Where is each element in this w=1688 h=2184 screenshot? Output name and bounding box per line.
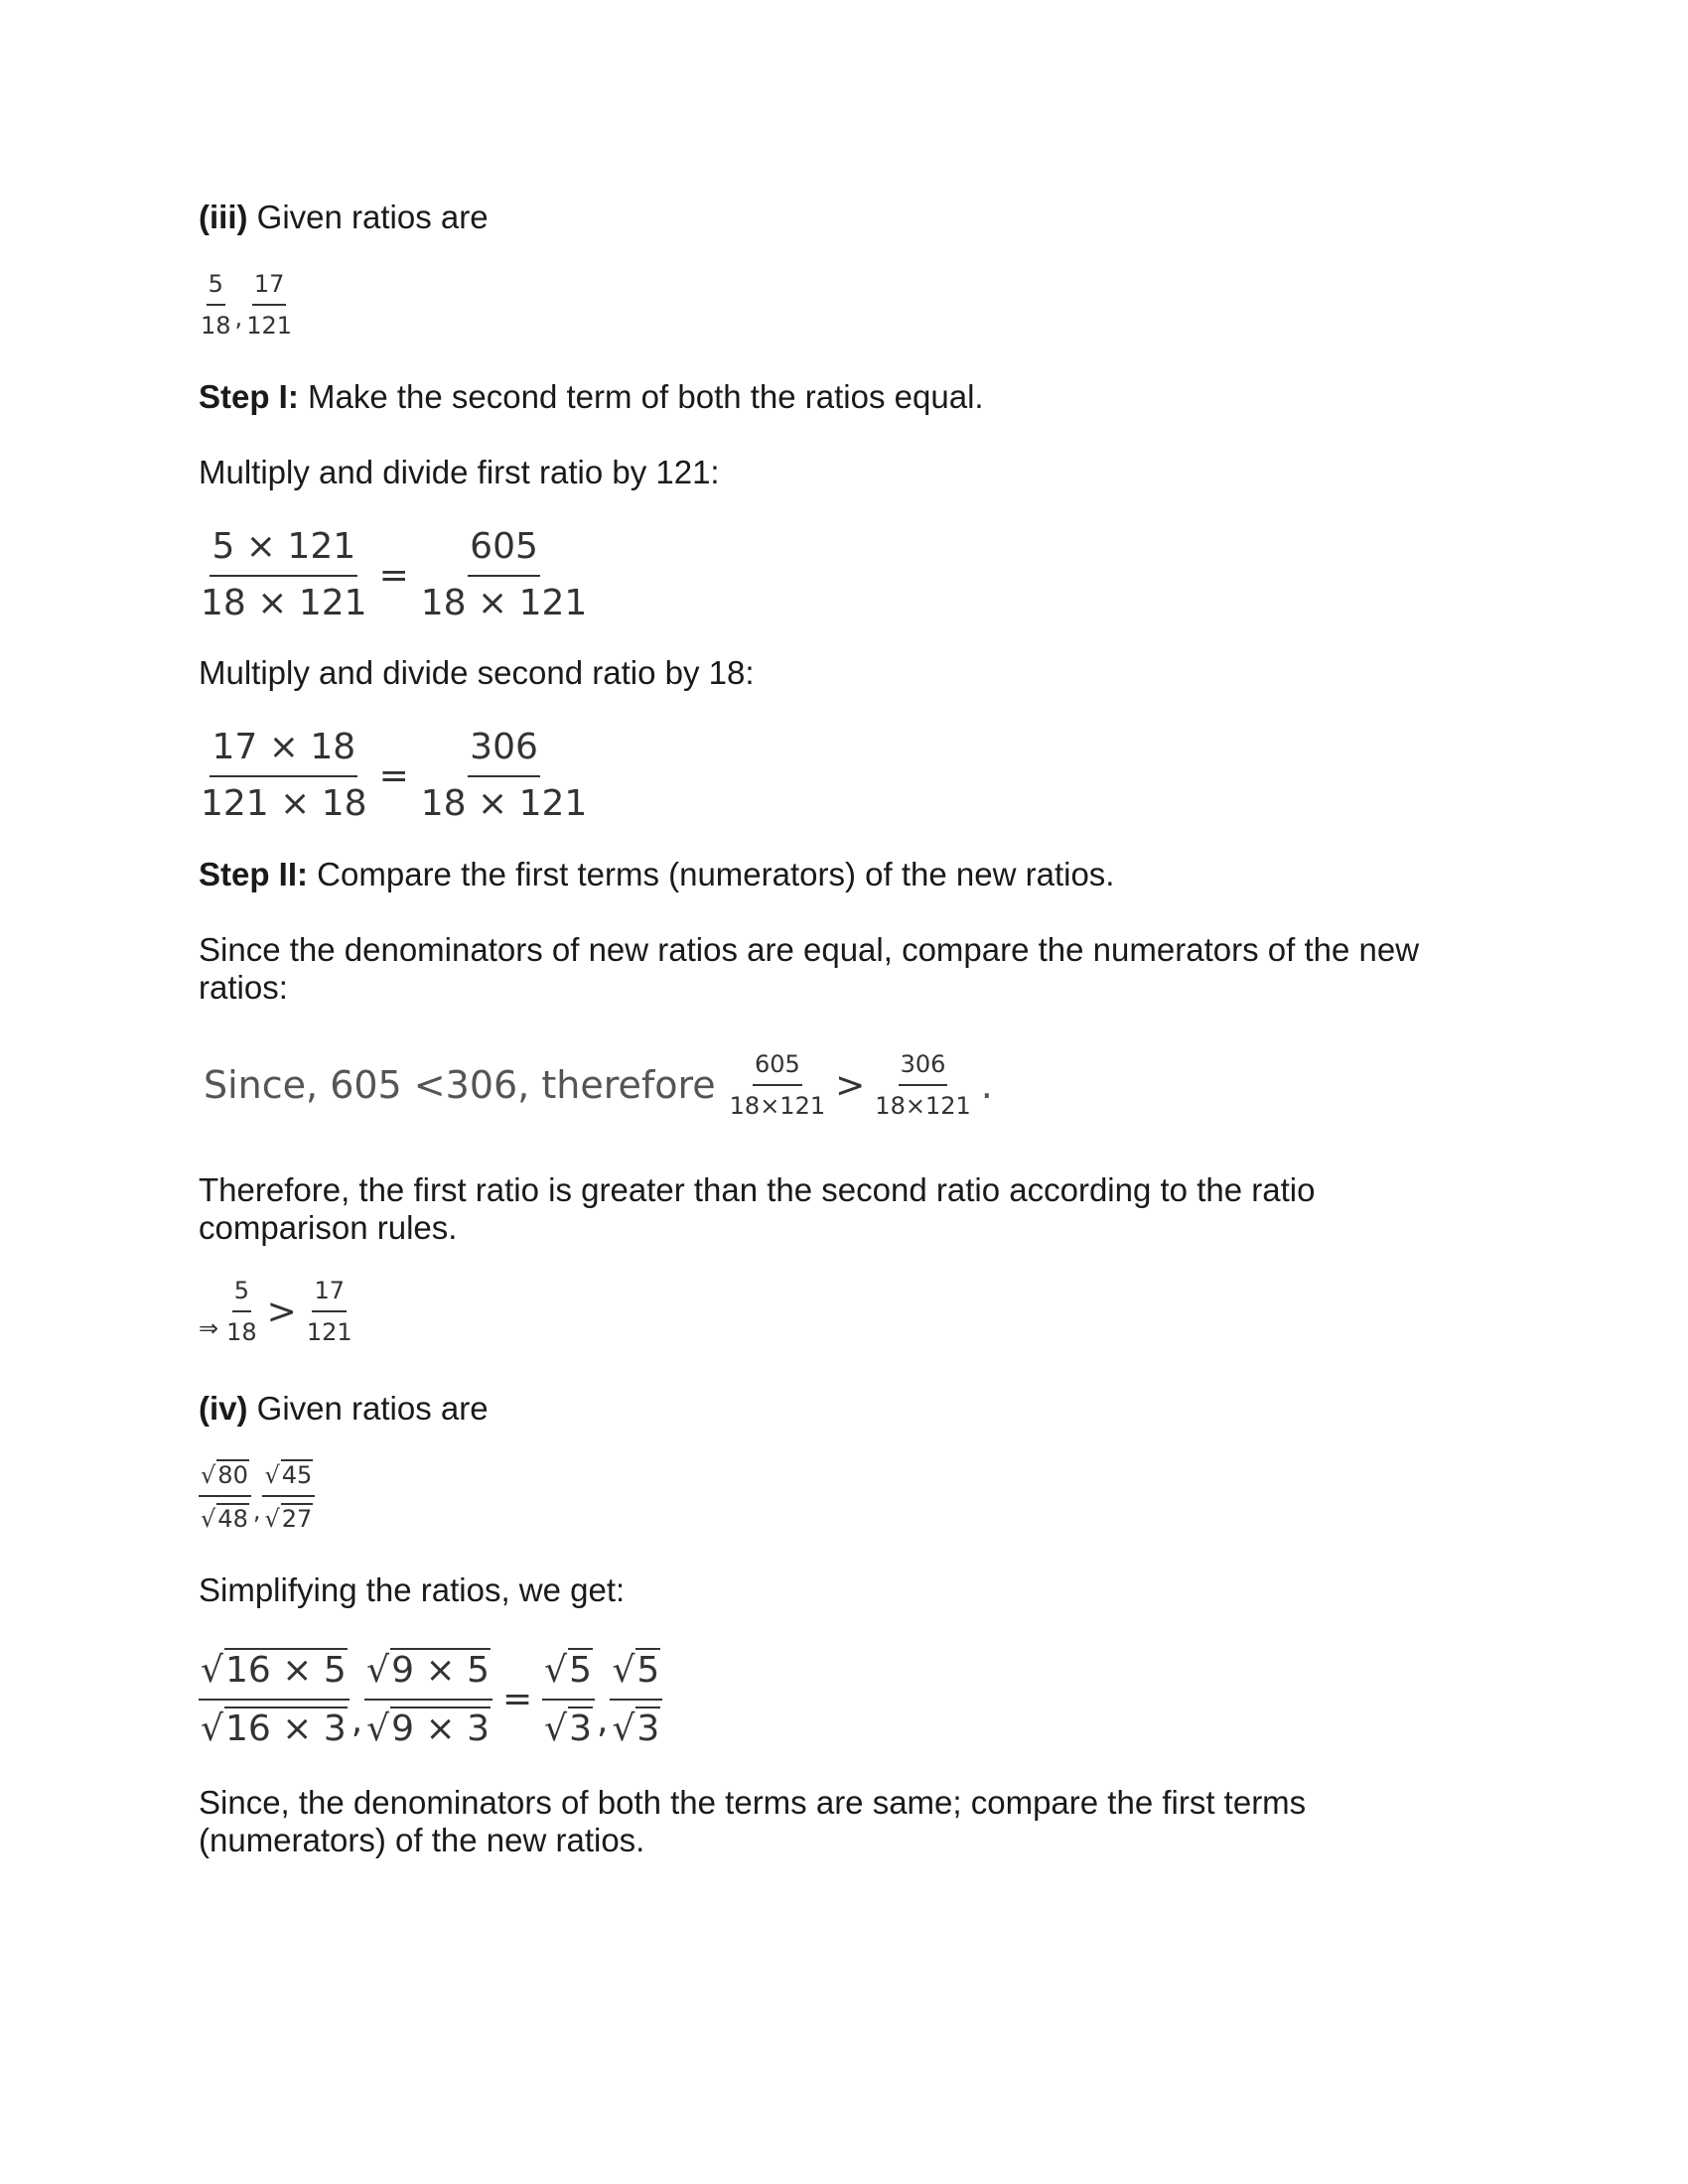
result-iii [199, 1277, 354, 1346]
radicand: 5 [636, 1650, 660, 1691]
simplify-text: Simplifying the ratios, we get: [199, 1571, 626, 1608]
fraction [305, 1277, 354, 1346]
since-line [204, 1050, 993, 1120]
fraction [199, 270, 233, 340]
radicand: 3 [569, 1708, 593, 1749]
denominator: 18×121 [729, 1092, 826, 1120]
fraction [419, 727, 590, 824]
page [199, 0, 1489, 2184]
fraction [199, 526, 369, 623]
numerator: 306 [468, 727, 540, 777]
numerator: 17 [252, 270, 287, 306]
equals-sign: = [378, 754, 409, 796]
part-iii-intro: Given ratios are [247, 199, 489, 235]
step-1-text: Make the second term of both the ratios equal. [298, 378, 984, 415]
fraction: √ 5 √ 3 [542, 1648, 595, 1749]
part-iv-label: (iv) [199, 1390, 248, 1427]
numerator: 5 × 121 [210, 526, 357, 577]
fraction [419, 526, 590, 623]
radicand: 80 [217, 1461, 248, 1489]
step-2-heading [199, 856, 1114, 893]
radicand: 48 [217, 1505, 248, 1533]
equals-sign: = [501, 1678, 533, 1719]
numerator: 17 [312, 1277, 347, 1312]
compare-text: Since the denominators of new ratios are equal, compare the numerators of the new ratios: [199, 931, 1420, 1006]
numerator: 5 [207, 270, 225, 306]
since-end: . [980, 1063, 993, 1107]
radicand: 9 × 5 [391, 1650, 490, 1691]
denominator: 18 [226, 1318, 257, 1346]
denominator: 18 × 121 [420, 783, 588, 824]
fraction: √ 45 √ 27 [262, 1459, 315, 1533]
part-iii-heading [199, 199, 489, 236]
greater-than-sign: > [266, 1291, 297, 1332]
implies-arrow: ⇒ [199, 1314, 219, 1342]
fraction: √ 5 √ 3 [610, 1648, 662, 1749]
fraction: √ 80 √ 48 [199, 1459, 251, 1533]
denominator: 18 × 121 [201, 583, 367, 623]
denominator: 121 [306, 1318, 352, 1346]
step-1-label: Step I: [199, 378, 299, 415]
final-text: Since, the denominators of both the terms are same; compare the first terms (numerators) of the new ratios. [199, 1784, 1307, 1858]
since-text: Since, 605 <306, therefore [204, 1063, 716, 1107]
radicand: 3 [636, 1708, 660, 1749]
part-iv-intro: Given ratios are [247, 1390, 489, 1427]
radicand: 27 [281, 1505, 313, 1533]
fraction [873, 1050, 972, 1120]
numerator: 605 [468, 526, 540, 577]
denominator: 121 × 18 [201, 783, 367, 824]
step-1-heading [199, 378, 984, 416]
fraction [728, 1050, 827, 1120]
denominator: 121 [246, 312, 292, 340]
numerator: 5 [232, 1277, 251, 1312]
numerator: 17 × 18 [210, 727, 357, 777]
equation-1 [199, 526, 589, 623]
numerator: 605 [753, 1050, 802, 1086]
radicand: 5 [569, 1650, 593, 1691]
multiply-second-text: Multiply and divide second ratio by 18: [199, 654, 755, 691]
step-2-text: Compare the first terms (numerators) of the new ratios. [308, 856, 1115, 892]
radicand: 45 [281, 1461, 313, 1489]
radicand: 16 × 5 [224, 1650, 347, 1691]
fraction: √ 9 × 5 √ 9 × 3 [364, 1648, 492, 1749]
simplified-equation: √ 16 × 5 √ 16 × 3 , √ 9 × 5 √ 9 × 3 = √ 5 √ 3 , √ 5 √ 3 [199, 1648, 662, 1749]
denominator: 18×121 [875, 1092, 971, 1120]
part-iv-heading [199, 1390, 489, 1428]
multiply-first-text: Multiply and divide first ratio by 121: [199, 454, 720, 490]
numerator: 306 [899, 1050, 948, 1086]
denominator: 18 × 121 [420, 583, 588, 623]
fraction [199, 727, 369, 824]
fraction [244, 270, 294, 340]
given-ratios-iv: √ 80 √ 48 , √ 45 √ 27 [199, 1459, 315, 1533]
conclusion-text: Therefore, the first ratio is greater than the second ratio according to the ratio comparison rules. [199, 1171, 1316, 1246]
part-iii-label: (iii) [199, 199, 248, 235]
fraction: √ 16 × 5 √ 16 × 3 [199, 1648, 350, 1749]
equals-sign: = [378, 554, 409, 596]
radicand: 9 × 3 [391, 1708, 490, 1749]
greater-than-sign: > [835, 1064, 866, 1106]
step-2-label: Step II: [199, 856, 309, 892]
radicand: 16 × 3 [224, 1708, 347, 1749]
equation-2 [199, 727, 589, 824]
fraction [224, 1277, 259, 1346]
denominator: 18 [201, 312, 231, 340]
given-ratios-iii: $\frac{5}{18}$ , $\frac{17}{121}$ [201, 270, 292, 340]
